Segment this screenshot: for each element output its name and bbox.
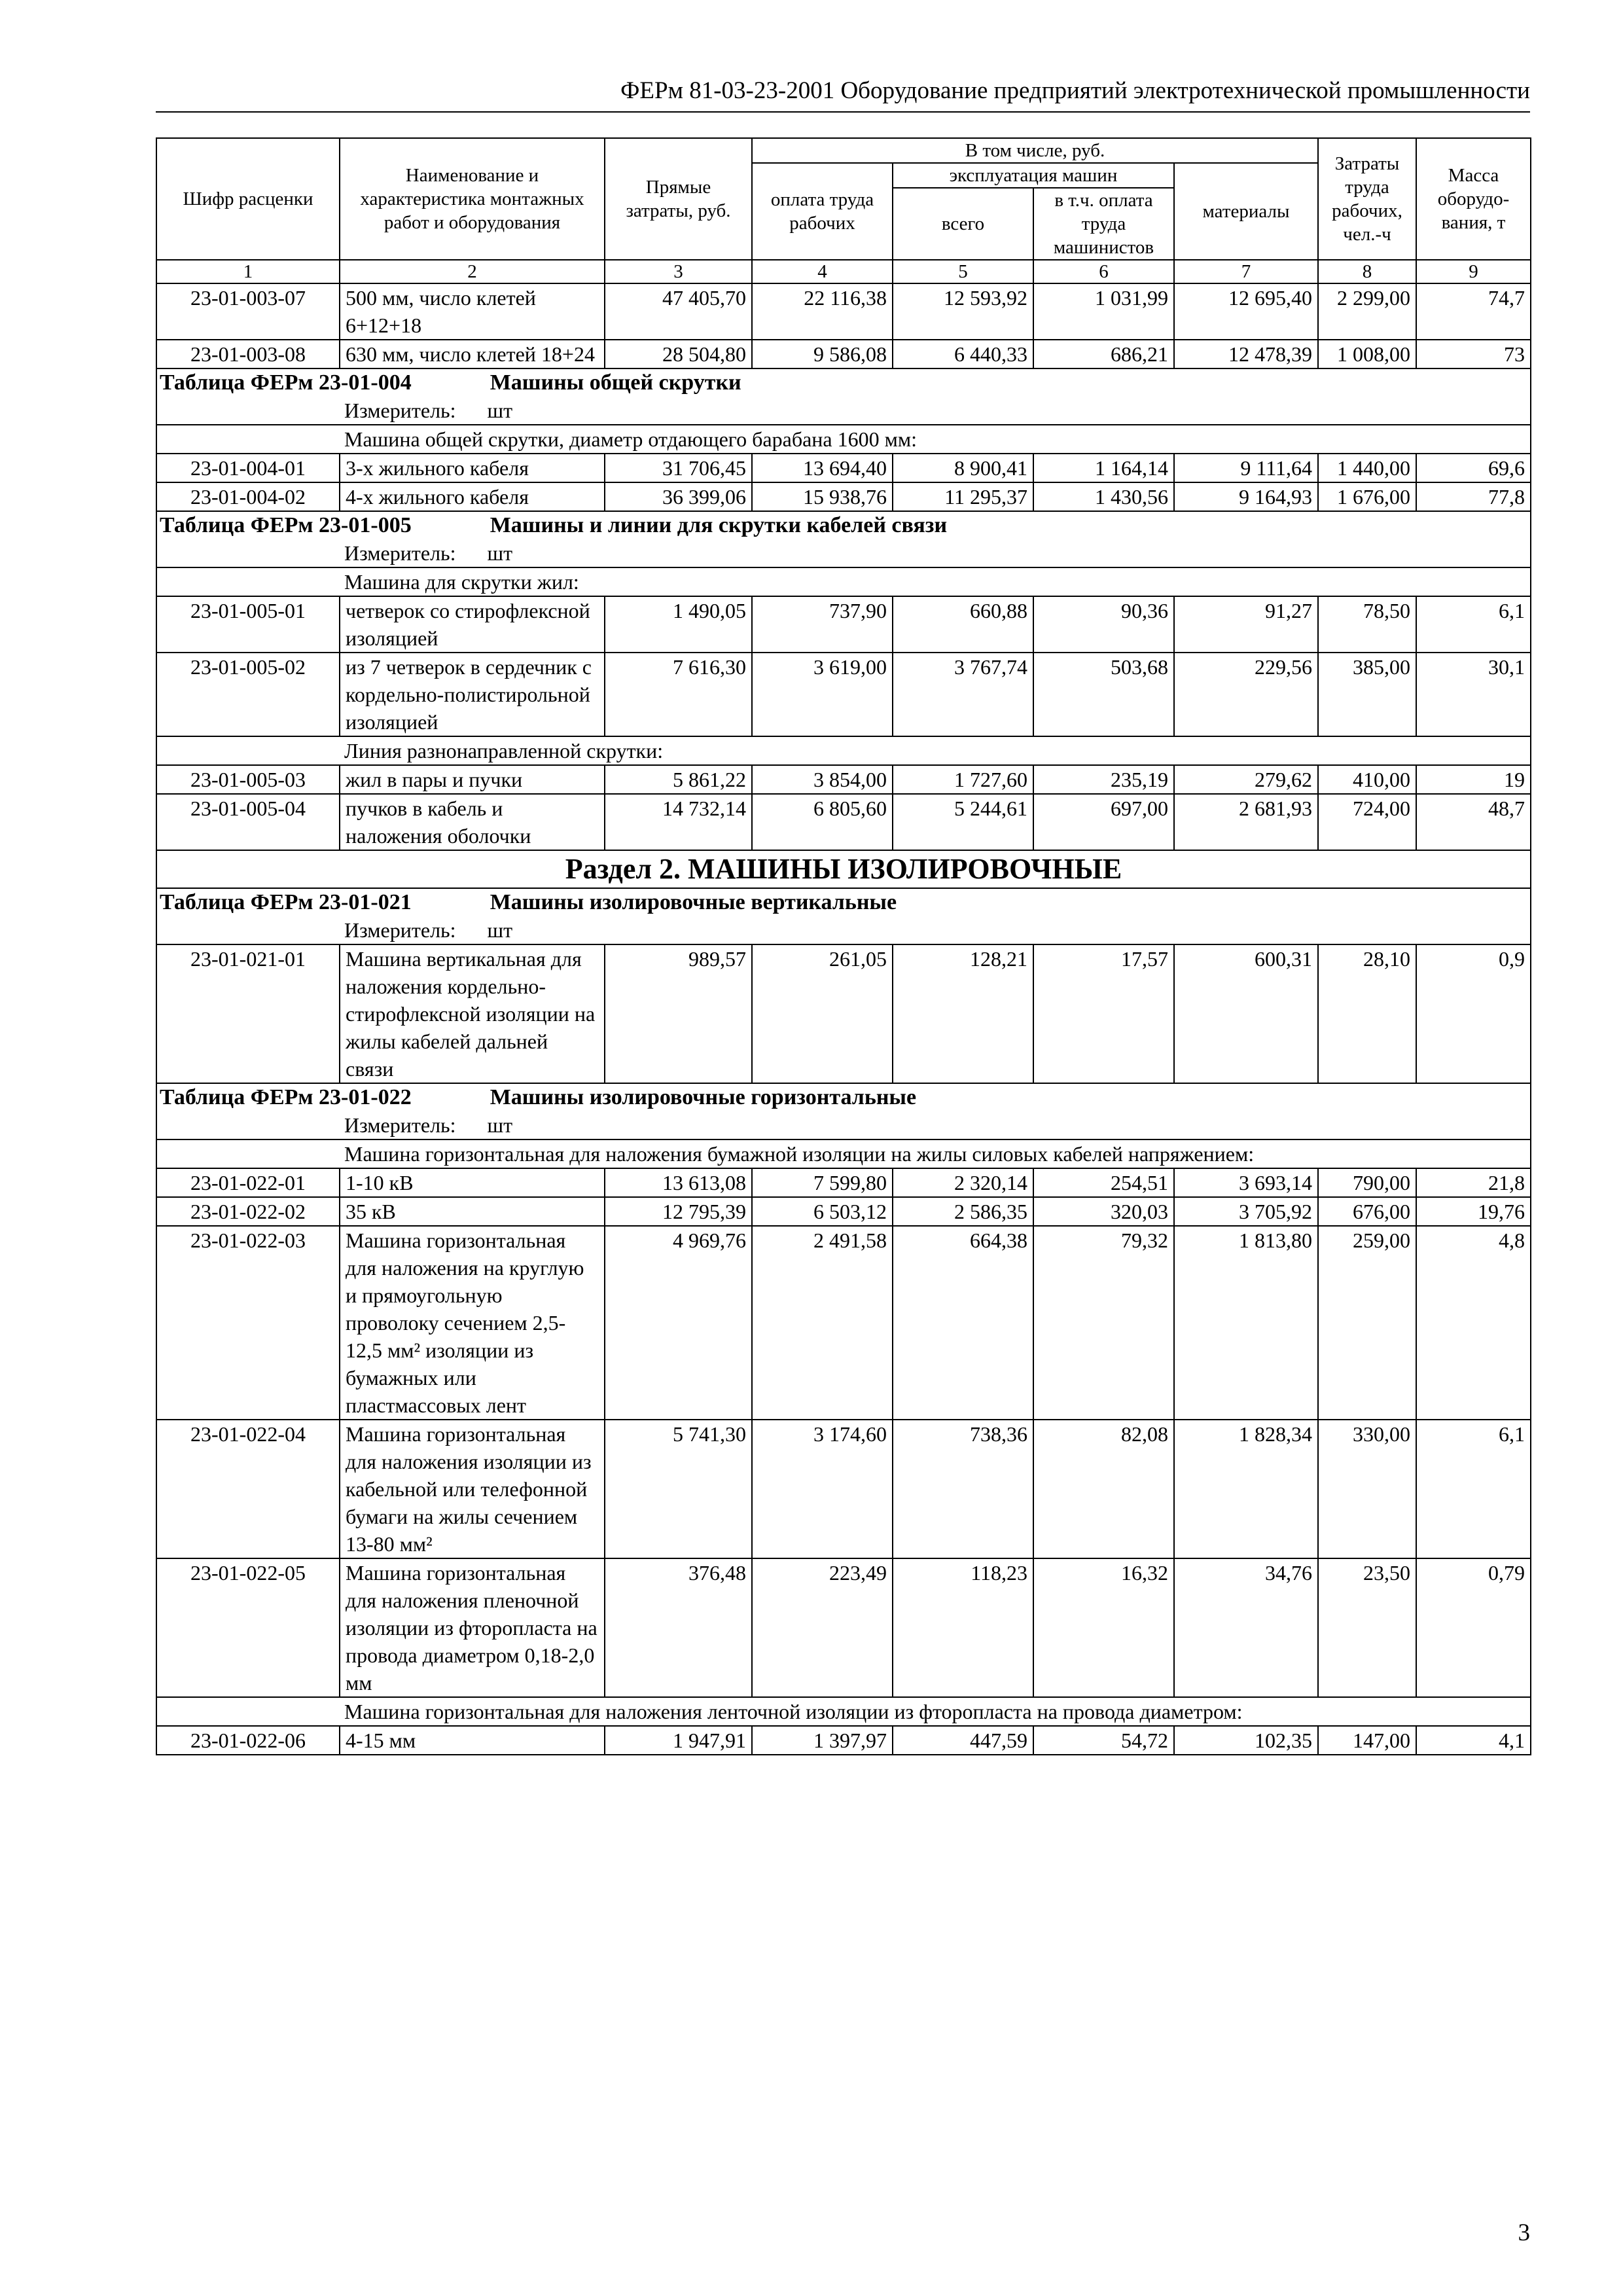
col-materials-header: материалы [1174,163,1318,260]
cell-wage: 1 397,97 [752,1726,893,1755]
subtable-title: Машины изолировочные вертикальные [490,890,897,914]
cell-wage: 2 491,58 [752,1226,893,1420]
cell-machinists-wage: 697,00 [1033,794,1174,850]
col-total-header: всего [893,188,1033,260]
col-labor-header: Затраты труда рабочих, чел.-ч [1318,138,1416,260]
cell-materials: 34,76 [1174,1558,1318,1697]
unit-row [156,1111,1531,1139]
cell-labor: 1 676,00 [1318,482,1416,511]
cell-materials: 600,31 [1174,944,1318,1083]
cell-mass: 48,7 [1416,794,1531,850]
cell-machines-total: 1 727,60 [893,765,1033,794]
cell-machines-total: 447,59 [893,1726,1033,1755]
col-number: 7 [1174,260,1318,283]
col-number: 3 [605,260,752,283]
table-row [156,1420,1531,1558]
cell-labor: 330,00 [1318,1420,1416,1558]
cell-materials: 9 164,93 [1174,482,1318,511]
section-heading-row [156,850,1531,888]
cell-code: 23-01-021-01 [156,944,340,1083]
cell-wage: 223,49 [752,1558,893,1697]
table-row [156,596,1531,653]
cell-machines-total: 738,36 [893,1420,1033,1558]
cell-mass: 19,76 [1416,1197,1531,1226]
cell-labor: 78,50 [1318,596,1416,653]
cell-machinists-wage: 82,08 [1033,1420,1174,1558]
cell-direct-cost: 1 490,05 [605,596,752,653]
cell-code: 23-01-022-03 [156,1226,340,1420]
cell-machines-total: 128,21 [893,944,1033,1083]
cell-direct-cost: 28 504,80 [605,340,752,368]
cell-machines-total: 11 295,37 [893,482,1033,511]
table-row [156,283,1531,340]
cell-direct-cost: 7 616,30 [605,653,752,736]
table-row [156,1226,1531,1420]
cell-wage: 737,90 [752,596,893,653]
cell-name: Машина горизонтальная для наложения изоляции из кабельной или телефонной бумаги на жилы сечением 13-80 мм² [340,1420,605,1558]
unit-row [156,539,1531,567]
cell-labor: 259,00 [1318,1226,1416,1420]
cell-materials: 102,35 [1174,1726,1318,1755]
cell-materials: 12 695,40 [1174,283,1318,340]
cell-name: жил в пары и пучки [340,765,605,794]
cell-mass: 30,1 [1416,653,1531,736]
cell-code: 23-01-005-03 [156,765,340,794]
cell-mass: 0,9 [1416,944,1531,1083]
cell-name: четверок со стирофлексной изоляцией [340,596,605,653]
table-row [156,653,1531,736]
cell-direct-cost: 36 399,06 [605,482,752,511]
subtable-heading [156,888,1531,916]
subtable-heading [156,1083,1531,1111]
cell-name: Машина горизонтальная для наложения на круглую и прямоугольную проволоку сечением 2,5-12,5 мм² изоляции из бумажных или пластмассовых лент [340,1226,605,1420]
cell-mass: 6,1 [1416,596,1531,653]
cell-materials: 3 693,14 [1174,1168,1318,1197]
cell-name: 3-х жильного кабеля [340,454,605,482]
cell-machines-total: 6 440,33 [893,340,1033,368]
subtable-title: Машины изолировочные горизонтальные [490,1085,917,1109]
group-heading: Линия разнонаправленной скрутки: [156,736,1531,765]
cell-code: 23-01-004-02 [156,482,340,511]
cell-machinists-wage: 90,36 [1033,596,1174,653]
cell-materials: 279,62 [1174,765,1318,794]
subtable-heading [156,511,1531,539]
cell-code: 23-01-022-01 [156,1168,340,1197]
cell-code: 23-01-003-08 [156,340,340,368]
group-heading-row [156,736,1531,765]
group-heading-row [156,567,1531,596]
cell-machinists-wage: 1 164,14 [1033,454,1174,482]
col-machines-header: эксплуатация машин [893,163,1174,188]
cell-materials: 91,27 [1174,596,1318,653]
group-heading-row [156,1697,1531,1726]
cell-machines-total: 660,88 [893,596,1033,653]
table-row [156,944,1531,1083]
page-number: 3 [1518,2219,1530,2246]
col-number: 9 [1416,260,1531,283]
subtable-label: Таблица ФЕРм 23-01-004 [160,370,412,395]
cell-machines-total: 2 586,35 [893,1197,1033,1226]
col-name-header: Наименование и характеристика монтажных работ и оборудования [340,138,605,260]
cell-wage: 261,05 [752,944,893,1083]
cell-wage: 6 805,60 [752,794,893,850]
cell-wage: 3 619,00 [752,653,893,736]
group-heading: Машина для скрутки жил: [156,567,1531,596]
cell-labor: 410,00 [1318,765,1416,794]
table-row [156,454,1531,482]
subtable-label: Таблица ФЕРм 23-01-005 [160,513,412,537]
cell-name: 630 мм, число клетей 18+24 [340,340,605,368]
cell-name: Машина горизонтальная для наложения пленочной изоляции из фторопласта на провода диаметром 0,18-2,0 мм [340,1558,605,1697]
col-number: 6 [1033,260,1174,283]
section-heading: Раздел 2. МАШИНЫ ИЗОЛИРОВОЧНЫЕ [156,850,1531,888]
col-number: 5 [893,260,1033,283]
cell-direct-cost: 13 613,08 [605,1168,752,1197]
cell-machinists-wage: 686,21 [1033,340,1174,368]
cell-mass: 0,79 [1416,1558,1531,1697]
cell-machines-total: 2 320,14 [893,1168,1033,1197]
group-heading-row [156,425,1531,454]
table-row [156,1726,1531,1755]
cell-direct-cost: 989,57 [605,944,752,1083]
cell-materials: 2 681,93 [1174,794,1318,850]
cell-direct-cost: 1 947,91 [605,1726,752,1755]
cell-wage: 6 503,12 [752,1197,893,1226]
group-heading-row [156,1139,1531,1168]
cell-labor: 2 299,00 [1318,283,1416,340]
cell-labor: 724,00 [1318,794,1416,850]
unit-row [156,397,1531,425]
cell-machinists-wage: 17,57 [1033,944,1174,1083]
cell-name: 1-10 кВ [340,1168,605,1197]
cell-direct-cost: 5 861,22 [605,765,752,794]
table-row [156,482,1531,511]
cell-labor: 1 440,00 [1318,454,1416,482]
col-number: 2 [340,260,605,283]
cell-machinists-wage: 54,72 [1033,1726,1174,1755]
cell-materials: 1 813,80 [1174,1226,1318,1420]
cell-code: 23-01-022-06 [156,1726,340,1755]
cell-direct-cost: 5 741,30 [605,1420,752,1558]
cell-labor: 1 008,00 [1318,340,1416,368]
cell-machinists-wage: 1 031,99 [1033,283,1174,340]
table-row [156,1558,1531,1697]
cell-direct-cost: 376,48 [605,1558,752,1697]
cell-wage: 9 586,08 [752,340,893,368]
cell-direct-cost: 14 732,14 [605,794,752,850]
cell-code: 23-01-003-07 [156,283,340,340]
col-mass-header: Масса оборудо-вания, т [1416,138,1531,260]
table-row [156,1197,1531,1226]
cell-machines-total: 8 900,41 [893,454,1033,482]
cell-machinists-wage: 16,32 [1033,1558,1174,1697]
unit-label: Измеритель: шт [156,916,1531,944]
cell-mass: 21,8 [1416,1168,1531,1197]
cell-mass: 69,6 [1416,454,1531,482]
col-direct-header: Прямые затраты, руб. [605,138,752,260]
cell-name: 4-х жильного кабеля [340,482,605,511]
cell-machines-total: 5 244,61 [893,794,1033,850]
cell-direct-cost: 4 969,76 [605,1226,752,1420]
table-row [156,765,1531,794]
price-table [156,137,1531,1755]
col-machinists-header: в т.ч. оплата труда машинистов [1033,188,1174,260]
page-header: ФЕРм 81-03-23-2001 Оборудование предприятий электротехнической промышленности [156,71,1530,113]
group-heading: Машина горизонтальная для наложения бумажной изоляции на жилы силовых кабелей напряжением: [156,1139,1531,1168]
cell-wage: 13 694,40 [752,454,893,482]
table-row [156,794,1531,850]
cell-direct-cost: 31 706,45 [605,454,752,482]
subtable-label: Таблица ФЕРм 23-01-021 [160,890,412,914]
cell-wage: 22 116,38 [752,283,893,340]
cell-materials: 9 111,64 [1174,454,1318,482]
cell-name: 4-15 мм [340,1726,605,1755]
table-header [156,138,1531,283]
cell-direct-cost: 12 795,39 [605,1197,752,1226]
cell-code: 23-01-004-01 [156,454,340,482]
unit-label: Измеритель: шт [156,1111,1531,1139]
cell-machinists-wage: 503,68 [1033,653,1174,736]
col-number: 8 [1318,260,1416,283]
cell-name: 35 кВ [340,1197,605,1226]
cell-code: 23-01-005-02 [156,653,340,736]
cell-labor: 23,50 [1318,1558,1416,1697]
table-row [156,1168,1531,1197]
column-numbers-row [156,260,1531,283]
cell-code: 23-01-005-01 [156,596,340,653]
cell-mass: 77,8 [1416,482,1531,511]
subtable-title: Машины общей скрутки [490,370,741,395]
unit-label: Измеритель: шт [156,539,1531,567]
cell-labor: 790,00 [1318,1168,1416,1197]
cell-code: 23-01-005-04 [156,794,340,850]
cell-mass: 19 [1416,765,1531,794]
col-incl-header: В том числе, руб. [752,138,1318,163]
col-number: 1 [156,260,340,283]
cell-machinists-wage: 79,32 [1033,1226,1174,1420]
table-row [156,340,1531,368]
cell-code: 23-01-022-02 [156,1197,340,1226]
cell-machines-total: 664,38 [893,1226,1033,1420]
subtable-title: Машины и линии для скрутки кабелей связи [490,513,948,537]
table-body [156,283,1531,1755]
col-number: 4 [752,260,893,283]
unit-label: Измеритель: шт [156,397,1531,425]
cell-mass: 6,1 [1416,1420,1531,1558]
cell-name: из 7 четверок в сердечник с кордельно-полистирольной изоляцией [340,653,605,736]
subtable-label: Таблица ФЕРм 23-01-022 [160,1085,412,1109]
cell-materials: 229,56 [1174,653,1318,736]
cell-labor: 147,00 [1318,1726,1416,1755]
group-heading: Машина общей скрутки, диаметр отдающего барабана 1600 мм: [156,425,1531,454]
cell-labor: 676,00 [1318,1197,1416,1226]
subtable-heading [156,368,1531,397]
cell-wage: 7 599,80 [752,1168,893,1197]
cell-mass: 4,8 [1416,1226,1531,1420]
cell-labor: 385,00 [1318,653,1416,736]
cell-materials: 1 828,34 [1174,1420,1318,1558]
cell-materials: 3 705,92 [1174,1197,1318,1226]
cell-machines-total: 12 593,92 [893,283,1033,340]
cell-machinists-wage: 235,19 [1033,765,1174,794]
cell-code: 23-01-022-05 [156,1558,340,1697]
cell-machinists-wage: 254,51 [1033,1168,1174,1197]
cell-machines-total: 3 767,74 [893,653,1033,736]
cell-name: Машина вертикальная для наложения кордельно-стирофлексной изоляции на жилы кабелей дальней связи [340,944,605,1083]
cell-machines-total: 118,23 [893,1558,1033,1697]
cell-materials: 12 478,39 [1174,340,1318,368]
cell-mass: 4,1 [1416,1726,1531,1755]
cell-direct-cost: 47 405,70 [605,283,752,340]
cell-mass: 74,7 [1416,283,1531,340]
cell-machinists-wage: 1 430,56 [1033,482,1174,511]
cell-code: 23-01-022-04 [156,1420,340,1558]
cell-machinists-wage: 320,03 [1033,1197,1174,1226]
cell-wage: 3 174,60 [752,1420,893,1558]
unit-row [156,916,1531,944]
cell-labor: 28,10 [1318,944,1416,1083]
col-code-header: Шифр расценки [156,138,340,260]
group-heading: Машина горизонтальная для наложения ленточной изоляции из фторопласта на провода диаметром: [156,1697,1531,1726]
cell-mass: 73 [1416,340,1531,368]
cell-name: 500 мм, число клетей 6+12+18 [340,283,605,340]
cell-name: пучков в кабель и наложения оболочки [340,794,605,850]
cell-wage: 3 854,00 [752,765,893,794]
col-wage-header: оплата труда рабочих [752,163,893,260]
cell-wage: 15 938,76 [752,482,893,511]
